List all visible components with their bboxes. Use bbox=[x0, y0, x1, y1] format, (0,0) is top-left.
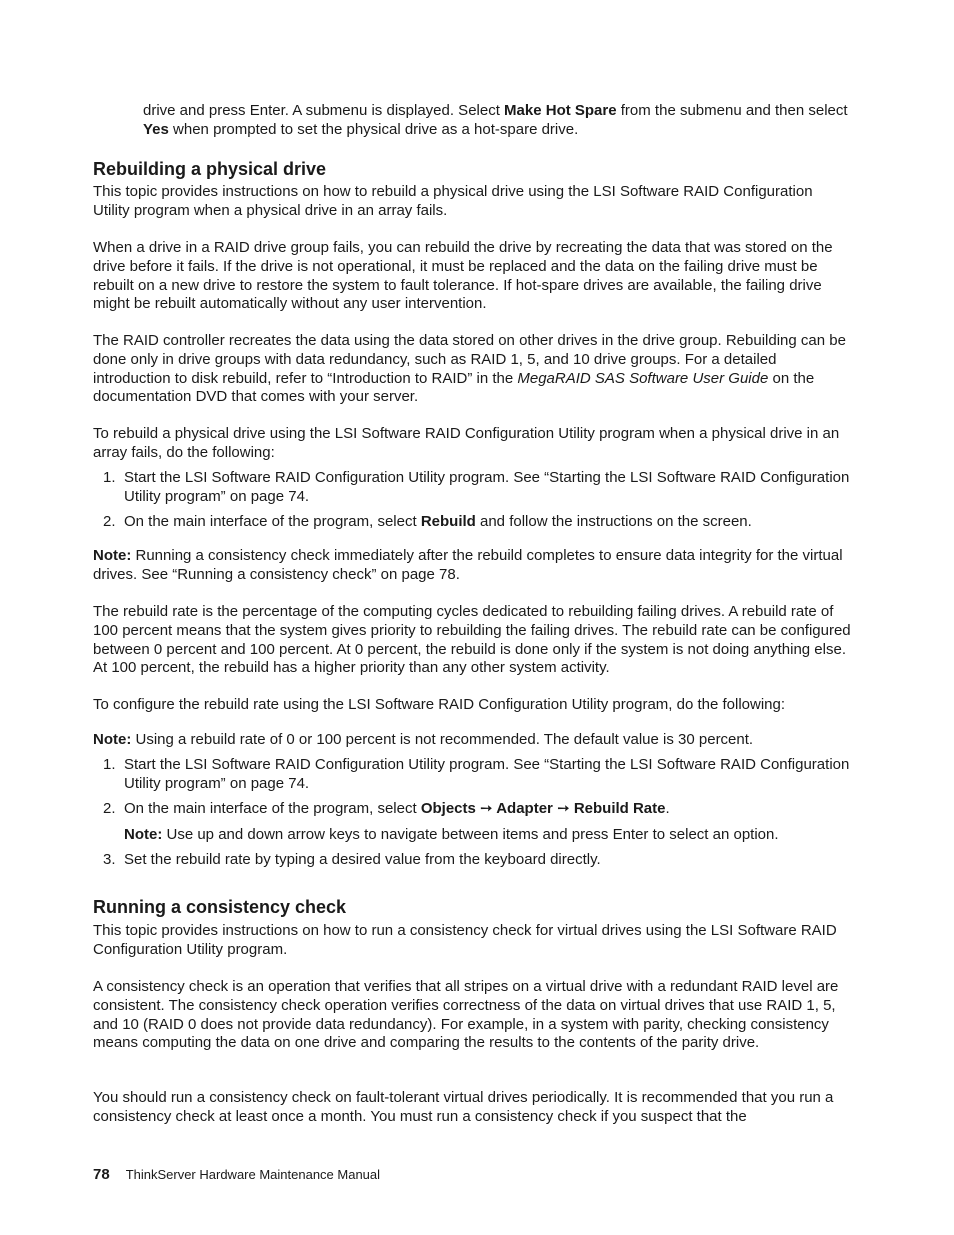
note bbox=[93, 731, 853, 750]
bold-term: Rebuild bbox=[420, 512, 476, 530]
note-label: Note: bbox=[93, 547, 132, 564]
menu-path-adapter: Adapter bbox=[496, 799, 553, 817]
list-item bbox=[93, 800, 853, 819]
list-number: 2. bbox=[103, 799, 116, 817]
paragraph: A consistency check is an operation that verifies that all stripes on a virtual drive with a redundant RAID level are consistent. The consistency check operation verifies correctness of the data on virtual drives that use RAID 1, 5, and 10 (RAID 0 does not provide data redundancy). For example, in a system with parity, checking consistency means computing the data on one drive and comparing the results to the contents of the parity drive. bbox=[93, 978, 839, 1052]
bold-term: Make Hot Spare bbox=[504, 102, 617, 119]
note-text: Using a rebuild rate of 0 or 100 percent is not recommended. The default value is 30 percent. bbox=[131, 731, 754, 748]
note-label: Note: bbox=[93, 731, 132, 748]
menu-path-objects: Objects bbox=[420, 799, 476, 817]
list-item bbox=[93, 851, 853, 870]
list-number: 2. bbox=[103, 512, 116, 530]
text-span: from the submenu and then select bbox=[616, 102, 848, 119]
text-span: drive and press Enter. A submenu is displayed. Select bbox=[143, 102, 505, 119]
list-item bbox=[93, 513, 853, 532]
list-text: Start the LSI Software RAID Configuration Utility program. See “Starting the LSI Software RAID Configuration Utility program” on page 74. bbox=[124, 469, 850, 505]
list-text: On the main interface of the program, select bbox=[124, 512, 421, 530]
list-text: On the main interface of the program, select bbox=[124, 799, 421, 817]
text-span: when prompted to set the physical drive as a hot-spare drive. bbox=[168, 120, 579, 138]
section-heading-consistency: Running a consistency check bbox=[93, 897, 347, 917]
rebuild-steps-list bbox=[93, 469, 853, 537]
page-number: 78 bbox=[93, 1166, 110, 1183]
paragraph: To configure the rebuild rate using the LSI Software RAID Configuration Utility program, do the following: bbox=[93, 696, 786, 713]
italic-title: MegaRAID SAS Software User Guide bbox=[517, 369, 769, 387]
list-number: 1. bbox=[103, 756, 116, 773]
continued-paragraph bbox=[143, 102, 853, 140]
section-heading-rebuild: Rebuilding a physical drive bbox=[93, 159, 327, 179]
list-number: 1. bbox=[103, 469, 116, 486]
list-item bbox=[93, 469, 853, 507]
paragraph: This topic provides instructions on how to rebuild a physical drive using the LSI Software RAID Configuration Utility program when a physical drive in an array fails. bbox=[93, 183, 813, 219]
paragraph: When a drive in a RAID drive group fails, you can rebuild the drive by recreating the data that was stored on the drive before it fails. If the drive is not operational, it must be replaced and the data on the failing drive must be rebuilt on a new drive to restore the system to fault tolerance. If hot-spare drives are available, the failing drive might be rebuilt automatically without any user intervention. bbox=[93, 239, 833, 313]
list-number: 3. bbox=[103, 851, 116, 868]
list-item bbox=[93, 756, 853, 794]
paragraph: You should run a consistency check on fault-tolerant virtual drives periodically. It is recommended that you run a consistency check at least once a month. You must run a consistency check if you suspect that the bbox=[93, 1089, 834, 1125]
text-span: The RAID controller recreates the data using the data stored on other drives in the drive group. Rebuilding can be done only in drive groups with data redundancy, such as RAID 1, 5, and 10 drive groups. For a detailed introduction to disk rebuild, refer to “Introduction to RAID” in the bbox=[93, 332, 846, 387]
paragraph: The rebuild rate is the percentage of the computing cycles dedicated to rebuilding failing drives. A rebuild rate of 100 percent means that the system gives priority to rebuilding the failing drives. The rebuild rate can be configured between 0 percent and 100 percent. At 0 percent, the rebuild is done only if the system is not doing anything else. At 100 percent, the rebuild has a higher priority than any other system activity. bbox=[93, 603, 851, 677]
note-label: Note: bbox=[124, 826, 163, 844]
note-text: Use up and down arrow keys to navigate between items and press Enter to select an option. bbox=[162, 826, 779, 844]
list-text: . bbox=[665, 799, 670, 817]
list-text: Set the rebuild rate by typing a desired value from the keyboard directly. bbox=[124, 851, 601, 868]
rebuild-rate-steps-list bbox=[93, 756, 853, 876]
page-footer bbox=[93, 1166, 380, 1183]
note-text: Running a consistency check immediately after the rebuild completes to ensure data integrity for the virtual drives. See “Running a consistency check” on page 78. bbox=[93, 547, 843, 583]
sub-note bbox=[93, 826, 853, 845]
menu-path-rebuild-rate: Rebuild Rate bbox=[573, 799, 666, 817]
manual-title: ThinkServer Hardware Maintenance Manual bbox=[125, 1167, 381, 1182]
paragraph bbox=[93, 332, 853, 407]
note bbox=[93, 547, 853, 585]
arrow-icon: ➙ bbox=[552, 799, 574, 817]
list-text: and follow the instructions on the screen. bbox=[475, 512, 752, 530]
text-span: on the documentation DVD that comes with your server. bbox=[93, 369, 815, 406]
bold-term: Yes bbox=[143, 120, 169, 138]
arrow-icon: ➙ bbox=[475, 799, 497, 817]
list-text: Start the LSI Software RAID Configuration Utility program. See “Starting the LSI Software RAID Configuration Utility program” on page 74. bbox=[124, 756, 850, 792]
paragraph: To rebuild a physical drive using the LSI Software RAID Configuration Utility program when a physical drive in an array fails, do the following: bbox=[93, 425, 840, 461]
paragraph: This topic provides instructions on how to run a consistency check for virtual drives using the LSI Software RAID Configuration Utility program. bbox=[93, 922, 837, 958]
